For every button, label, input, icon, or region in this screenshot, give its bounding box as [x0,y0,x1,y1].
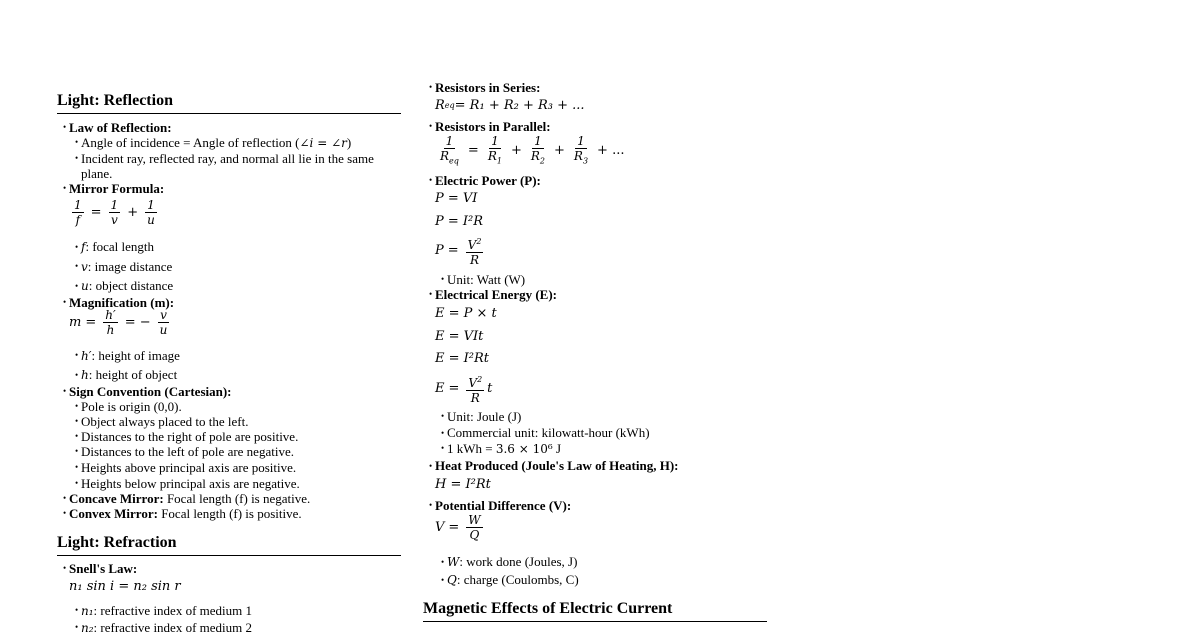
snells-law-heading: • Snell's Law: [57,561,401,576]
energy-equation-vit: E = VIt [435,329,484,344]
mirror-formula-equation: $\frac{1}{f}$ = $\frac{1}{v}$ + $\frac{1}{u}$ [74,198,155,227]
energy-commercial-unit: • Commercial unit: kilowatt-hour (kWh) [423,425,767,441]
pd-var-q: • Q: charge (Coulombs, C) [423,571,767,589]
sign-item: • Pole is origin (0,0). [57,399,401,414]
sign-item: • Heights below principal axis are negative. [57,476,401,491]
energy-equation-v2rt: E = $\frac{V^2}{R}$ t [435,375,493,405]
snell-var-n2: • n₂: refractive index of medium 2 [57,620,401,636]
parallel-equation: $\frac{1}{R_{eq}}$ = $\frac{1}{R_1}$ + $\frac{1}{R_2}$ + $\frac{1}{R_3}$ + ... [440,134,625,166]
energy-unit: • Unit: Joule (J) [423,408,767,425]
magnification-equation: m = $\frac{h'}{h}$ = − $\frac{v}{u}$ [69,308,168,337]
sign-item: • Heights above principal axis are positive. [57,459,401,476]
power-equation-v2r: P = $\frac{V^2}{R}$ [435,237,482,267]
energy-equation-i2rt: E = I²Rt [435,351,490,366]
snells-law-equation: n₁ sin i = n₂ sin r [69,579,181,594]
series-heading: • Resistors in Series: [423,80,767,95]
law-item-1: • Angle of incidence = Angle of reflection (∠i = ∠r) [57,135,401,151]
sign-item: • Distances to the right of pole are positive. [57,429,401,444]
energy-heading: • Electrical Energy (E): [423,287,767,302]
heat-equation: H = I²Rt [435,477,491,492]
law-item-2: • Incident ray, reflected ray, and normal all lie in the same plane. [57,151,401,181]
law-of-reflection-heading: • Law of Reflection: [57,120,401,135]
potential-difference-equation: V = $\frac{W}{Q}$ [435,513,481,542]
power-unit: • Unit: Watt (W) [423,272,767,287]
mirror-formula-heading: • Mirror Formula: [57,181,401,196]
pd-var-w: • W: work done (Joules, J) [423,553,767,571]
power-heading: • Electric Power (P): [423,173,767,188]
mag-var-h-prime: • h′: height of image [57,346,401,366]
convex-mirror-note: • Convex Mirror: Focal length (f) is positive. [57,506,401,521]
series-equation: R eq = R₁ + R₂ + R₃ + ... [435,98,585,113]
parallel-heading: • Resistors in Parallel: [423,119,767,134]
kwh-conversion: • 1 kWh = 3.6 × 10⁶ J [423,441,767,457]
mirror-var-u: • u: object distance [57,277,401,295]
magnification-heading: • Magnification (m): [57,295,401,310]
section-title-magnetic-effects: Magnetic Effects of Electric Current [423,600,767,622]
mirror-var-v: • v: image distance [57,257,401,277]
sign-item: • Distances to the left of pole are negative. [57,444,401,459]
power-equation-vi: P = VI [435,191,478,206]
power-equation-i2r: P = I²R [435,214,484,229]
section-title-refraction: Light: Refraction [57,534,401,556]
mirror-var-f: • f: focal length [57,237,401,257]
concave-mirror-note: • Concave Mirror: Focal length (f) is negative. [57,491,401,506]
mag-var-h: • h: height of object [57,366,401,384]
heat-heading: • Heat Produced (Joule's Law of Heating, H): [423,457,767,475]
energy-equation-pt: E = P × t [435,306,497,321]
snell-var-n1: • n₁: refractive index of medium 1 [57,602,401,620]
sign-convention-heading: • Sign Convention (Cartesian): [57,384,401,399]
section-title-reflection: Light: Reflection [57,92,401,114]
sign-item: • Object always placed to the left. [57,414,401,429]
potential-difference-heading: • Potential Difference (V): [423,498,767,513]
